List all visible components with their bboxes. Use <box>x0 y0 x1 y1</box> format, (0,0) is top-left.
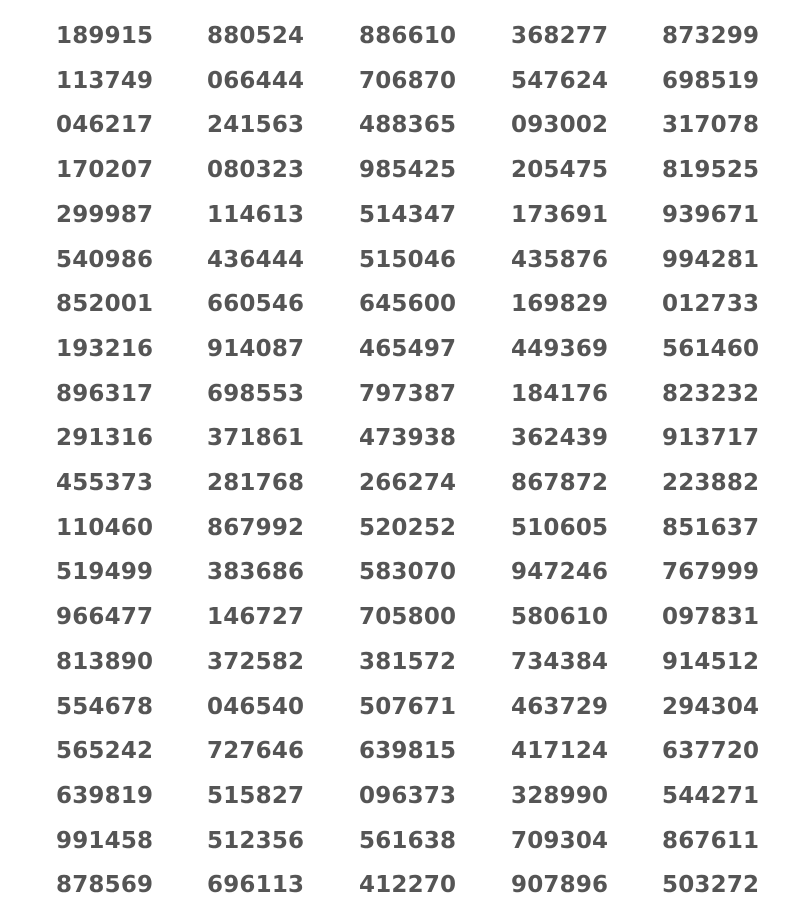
number-cell: 417124 <box>511 738 609 765</box>
number-cell: 851637 <box>662 514 760 541</box>
number-cell: 561460 <box>662 335 760 362</box>
number-cell: 878569 <box>56 872 154 899</box>
number-cell: 873299 <box>662 23 760 49</box>
number-cell: 362439 <box>511 425 609 452</box>
number-cell: 093002 <box>511 112 609 139</box>
number-row <box>0 865 800 905</box>
number-cell: 317078 <box>662 112 760 139</box>
number-cell: 705800 <box>359 604 457 631</box>
number-cell: 519499 <box>56 559 154 586</box>
number-cell: 435876 <box>511 246 609 273</box>
number-cell: 867611 <box>662 827 760 854</box>
number-cell: 914512 <box>662 648 760 675</box>
number-cell: 113749 <box>56 67 154 94</box>
number-cell: 372582 <box>207 648 305 675</box>
number-cell: 727646 <box>207 738 305 765</box>
number-row <box>0 552 800 592</box>
number-cell: 886610 <box>359 23 457 49</box>
number-cell: 383686 <box>207 559 305 586</box>
number-cell: 241563 <box>207 112 305 139</box>
number-cell: 561638 <box>359 827 457 854</box>
number-cell: 515827 <box>207 782 305 809</box>
number-cell: 046540 <box>207 693 305 720</box>
number-cell: 639819 <box>56 782 154 809</box>
number-cell: 436444 <box>207 246 305 273</box>
number-cell: 797387 <box>359 380 457 407</box>
number-cell: 709304 <box>511 827 609 854</box>
number-cell: 514347 <box>359 201 457 228</box>
number-cell: 698519 <box>662 67 760 94</box>
number-cell: 867992 <box>207 514 305 541</box>
number-cell: 985425 <box>359 157 457 184</box>
number-row <box>0 16 800 56</box>
number-cell: 767999 <box>662 559 760 586</box>
number-cell: 994281 <box>662 246 760 273</box>
number-cell: 645600 <box>359 291 457 318</box>
number-cell: 547624 <box>511 67 609 94</box>
number-row <box>0 597 800 637</box>
number-cell: 371861 <box>207 425 305 452</box>
number-cell: 896317 <box>56 380 154 407</box>
number-cell: 189915 <box>56 23 154 49</box>
number-row <box>0 61 800 101</box>
number-cell: 281768 <box>207 470 305 496</box>
number-cell: 639815 <box>359 738 457 765</box>
number-cell: 223882 <box>662 470 760 496</box>
number-cell: 637720 <box>662 738 760 765</box>
number-cell: 512356 <box>207 827 305 854</box>
number-cell: 184176 <box>511 380 609 407</box>
number-cell: 412270 <box>359 872 457 899</box>
number-cell: 554678 <box>56 693 154 720</box>
number-cell: 114613 <box>207 201 305 228</box>
number-cell: 170207 <box>56 157 154 184</box>
number-cell: 819525 <box>662 157 760 184</box>
number-cell: 294304 <box>662 693 760 720</box>
number-cell: 540986 <box>56 246 154 273</box>
number-cell: 465497 <box>359 335 457 362</box>
number-row <box>0 240 800 280</box>
number-cell: 660546 <box>207 291 305 318</box>
number-row <box>0 284 800 324</box>
number-cell: 173691 <box>511 201 609 228</box>
number-cell: 706870 <box>359 67 457 94</box>
number-cell: 046217 <box>56 112 154 139</box>
number-cell: 503272 <box>662 872 760 899</box>
number-row <box>0 731 800 771</box>
number-row <box>0 329 800 369</box>
number-row <box>0 821 800 861</box>
number-cell: 991458 <box>56 827 154 854</box>
number-cell: 291316 <box>56 425 154 452</box>
number-cell: 867872 <box>511 470 609 496</box>
number-cell: 913717 <box>662 425 760 452</box>
number-row <box>0 374 800 414</box>
number-cell: 907896 <box>511 872 609 899</box>
number-cell: 966477 <box>56 604 154 631</box>
number-cell: 473938 <box>359 425 457 452</box>
number-cell: 515046 <box>359 246 457 273</box>
number-cell: 583070 <box>359 559 457 586</box>
number-cell: 580610 <box>511 604 609 631</box>
number-cell: 488365 <box>359 112 457 139</box>
number-cell: 565242 <box>56 738 154 765</box>
number-cell: 381572 <box>359 648 457 675</box>
number-cell: 880524 <box>207 23 305 49</box>
number-cell: 266274 <box>359 470 457 496</box>
number-cell: 813890 <box>56 648 154 675</box>
number-cell: 823232 <box>662 380 760 407</box>
number-cell: 080323 <box>207 157 305 184</box>
number-row <box>0 105 800 145</box>
number-cell: 510605 <box>511 514 609 541</box>
number-cell: 696113 <box>207 872 305 899</box>
number-cell: 914087 <box>207 335 305 362</box>
number-row <box>0 463 800 503</box>
number-cell: 096373 <box>359 782 457 809</box>
number-cell: 097831 <box>662 604 760 631</box>
number-cell: 455373 <box>56 470 154 496</box>
number-cell: 544271 <box>662 782 760 809</box>
number-cell: 852001 <box>56 291 154 318</box>
number-row <box>0 776 800 816</box>
number-cell: 520252 <box>359 514 457 541</box>
number-cell: 328990 <box>511 782 609 809</box>
number-cell: 734384 <box>511 648 609 675</box>
number-cell: 368277 <box>511 23 609 49</box>
number-row <box>0 195 800 235</box>
number-row <box>0 150 800 190</box>
number-cell: 299987 <box>56 201 154 228</box>
number-cell: 066444 <box>207 67 305 94</box>
number-row <box>0 687 800 727</box>
number-cell: 698553 <box>207 380 305 407</box>
number-cell: 449369 <box>511 335 609 362</box>
number-row <box>0 418 800 458</box>
number-row <box>0 642 800 682</box>
number-cell: 146727 <box>207 604 305 631</box>
number-cell: 193216 <box>56 335 154 362</box>
number-cell: 205475 <box>511 157 609 184</box>
number-cell: 507671 <box>359 693 457 720</box>
number-cell: 110460 <box>56 514 154 541</box>
number-cell: 169829 <box>511 291 609 318</box>
number-cell: 463729 <box>511 693 609 720</box>
number-cell: 947246 <box>511 559 609 586</box>
number-cell: 012733 <box>662 291 760 318</box>
number-cell: 939671 <box>662 201 760 228</box>
number-row <box>0 508 800 548</box>
